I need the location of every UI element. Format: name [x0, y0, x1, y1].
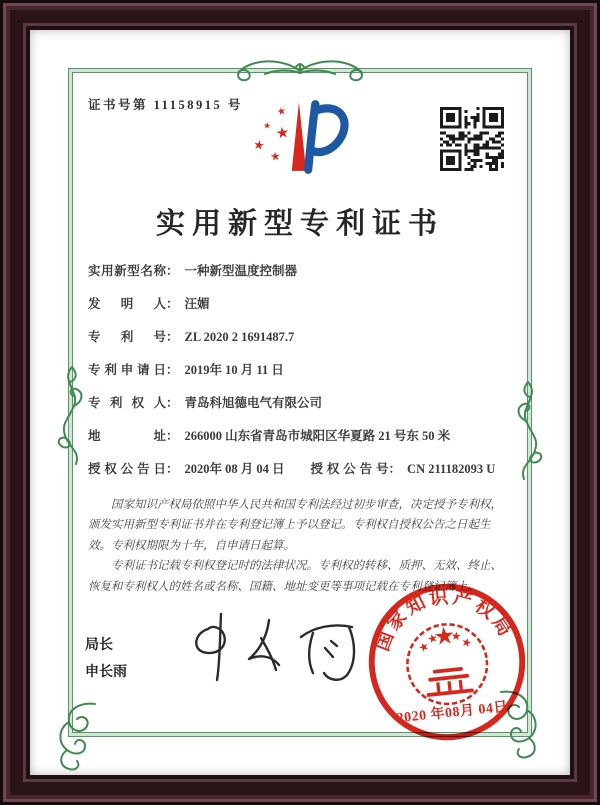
certificate-content [69, 69, 531, 736]
director-name: 申长雨 [85, 665, 127, 680]
qr-code [438, 105, 506, 173]
field-label: 授权公告日 [88, 462, 166, 476]
field-row-address [88, 429, 512, 443]
legal-paragraph-1: 国家知识产权局依照中华人民共和国专利法经过初步审查，决定授予专利权，颁发实用新型专利证书并在专利登记簿上予以登记。专利权自授权公告之日起生效。专利权期限为十年，自申请日起算。 [88, 499, 502, 552]
cnipa-round-seal-icon [352, 567, 541, 756]
field-row-filing-date [88, 363, 512, 377]
qr-code-svg [440, 107, 504, 171]
field-colon: ： [166, 396, 179, 410]
field-value: ZL 2020 2 1691487.7 [184, 330, 295, 344]
field-value: 2019年 10 月 11 日 [184, 363, 284, 377]
field-colon: ： [166, 429, 179, 443]
field-label: 授权公告号 [310, 462, 389, 476]
field-colon: ： [166, 330, 179, 344]
seal-date: 2020 年08月 04日 [396, 699, 509, 727]
field-row-patentee [88, 396, 512, 410]
field-row-inventor [88, 297, 512, 311]
white-matte [30, 30, 570, 775]
field-row-patent-no [88, 330, 512, 344]
field-pair2 [311, 462, 496, 476]
field-colon: ： [166, 462, 179, 476]
field-colon: ： [166, 264, 179, 278]
legal-paragraph-2: 专利证书记载专利权登记时的法律状况。专利权的转移、质押、无效、终止、恢复和专利权人的姓名或名称、国籍、地址变更等事项记载在专利登记簿上。 [88, 560, 502, 593]
field-colon: ： [166, 297, 179, 311]
field-value: 汪媚 [184, 297, 210, 311]
field-label: 专利申请日 [88, 363, 166, 377]
director-signature-icon [177, 604, 382, 696]
svg-text:国家知识产权局 [366, 578, 519, 656]
cnipa-patent-logo-icon [245, 97, 349, 177]
seal-text: 国家知识产权局 [372, 586, 518, 655]
field-colon: ： [166, 363, 179, 377]
field-label: 地址 [88, 429, 166, 443]
header-row [84, 115, 516, 187]
field-colon: ： [388, 462, 402, 476]
field-label: 发明人 [88, 297, 166, 311]
field-value: 青岛科旭德电气有限公司 [184, 396, 323, 410]
field-row-name [88, 264, 512, 278]
field-label: 专利号 [88, 330, 166, 344]
field-value: 2020年 08 月 04 日 [184, 462, 285, 476]
field-value: CN 211182093 U [407, 462, 496, 476]
certificate-title: 实用新型专利证书 [155, 208, 444, 240]
certificate-number: 证书号第 11158915 号 [88, 98, 243, 112]
fields-block [88, 264, 512, 476]
field-label: 实用新型名称 [88, 264, 166, 278]
certificate-border [68, 68, 532, 737]
field-row-grant [88, 462, 512, 476]
director-title: 局长 [85, 638, 113, 653]
field-value: 266000 山东省青岛市城阳区华夏路 21 号东 50 米 [184, 429, 451, 443]
field-value: 一种新型温度控制器 [184, 264, 298, 278]
field-label: 专利权人 [88, 396, 166, 410]
director-block [85, 632, 127, 686]
